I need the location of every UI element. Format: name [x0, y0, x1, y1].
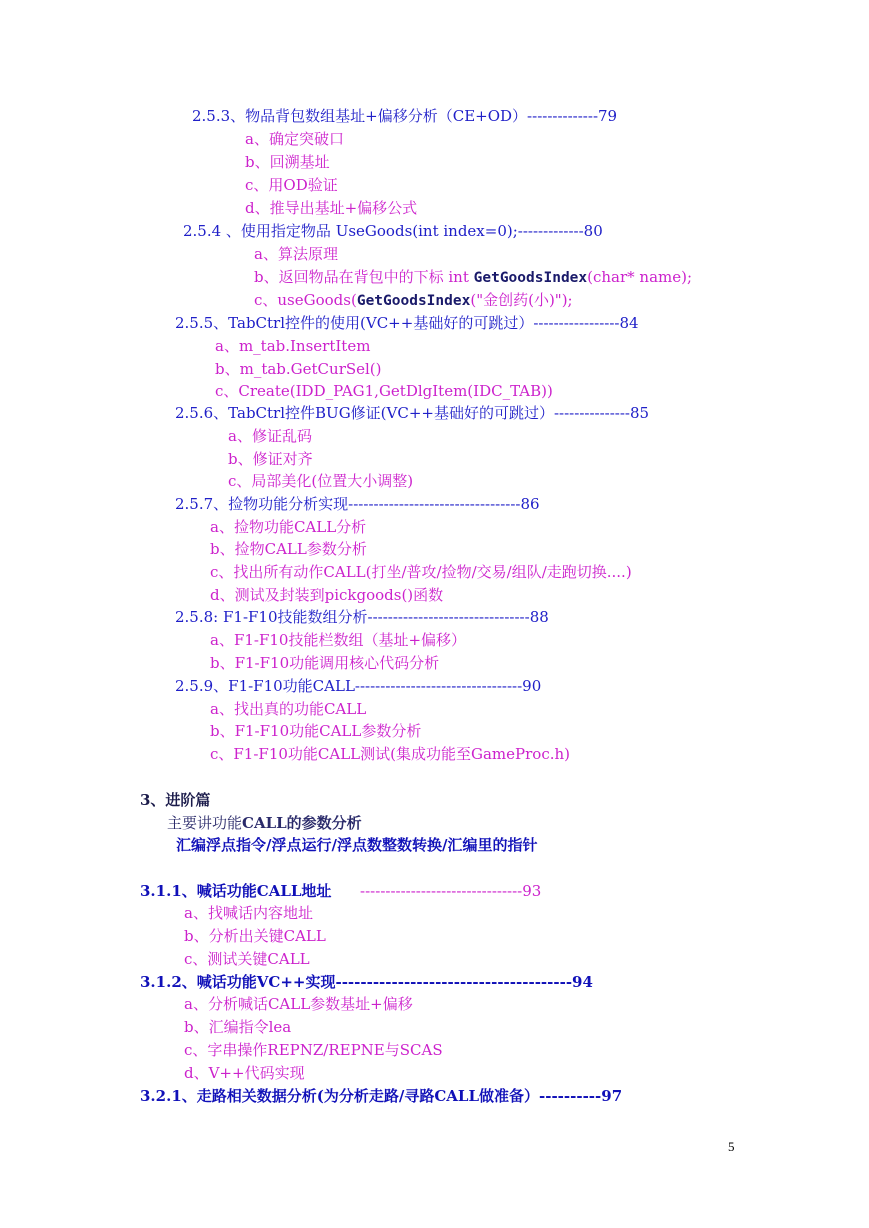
toc-item: b、修证对齐 [228, 450, 313, 468]
toc-item: a、捡物功能CALL分析 [210, 518, 367, 536]
toc-heading-2-5-5[interactable]: 2.5.5、TabCtrl控件的使用(VC++基础好的可跳过）-----------------84 [175, 314, 639, 332]
chapter-subtitle-text: 主要讲功能 [167, 814, 243, 832]
toc-heading-3-1-2[interactable]: 3.1.2、喊话功能VC++实现--------------------------------------94 [140, 973, 593, 991]
toc-item [254, 267, 692, 288]
chapter-title: 3、进阶篇 [140, 791, 211, 809]
toc-item-text: ("金创药(小)"); [470, 291, 573, 309]
toc-item: a、确定突破口 [245, 130, 344, 148]
function-name: GetGoodsIndex [473, 270, 588, 286]
toc-leader: --------------------------------93 [331, 882, 542, 900]
toc-item: c、字串操作REPNZ/REPNE与SCAS [184, 1041, 443, 1059]
toc-heading-2-5-9[interactable]: 2.5.9、F1-F10功能CALL---------------------------------90 [175, 677, 542, 695]
toc-item: a、找喊话内容地址 [184, 904, 313, 922]
toc-heading-3-1-1[interactable] [140, 881, 541, 901]
chapter-subtitle [167, 813, 362, 833]
toc-item: a、m_tab.InsertItem [215, 337, 371, 355]
toc-item: c、找出所有动作CALL(打坐/普攻/捡物/交易/组队/走跑切换....) [210, 563, 632, 581]
toc-item: a、找出真的功能CALL [210, 700, 367, 718]
toc-item: c、用OD验证 [245, 176, 338, 194]
toc-item: b、捡物CALL参数分析 [210, 540, 367, 558]
toc-heading-2-5-4[interactable]: 2.5.4 、使用指定物品 UseGoods(int index=0);-------------80 [183, 222, 603, 240]
toc-item: d、推导出基址+偏移公式 [245, 199, 418, 217]
toc-item: d、V++代码实现 [184, 1064, 305, 1082]
toc-heading-2-5-8[interactable]: 2.5.8: F1-F10技能数组分析--------------------------------88 [175, 608, 549, 626]
toc-heading-2-5-3[interactable]: 2.5.3、物品背包数组基址+偏移分析（CE+OD）--------------79 [192, 107, 618, 125]
toc-heading-text: 3.1.1、喊话功能CALL地址 [140, 882, 332, 900]
toc-item: c、测试关键CALL [184, 950, 310, 968]
toc-item: b、F1-F10功能CALL参数分析 [210, 722, 422, 740]
toc-item: c、F1-F10功能CALL测试(集成功能至GameProc.h) [210, 745, 571, 763]
toc-item: d、测试及封装到pickgoods()函数 [210, 586, 444, 604]
toc-item: a、分析喊话CALL参数基址+偏移 [184, 995, 413, 1013]
chapter-subtitle-bold: CALL的参数分析 [242, 814, 362, 832]
toc-item-text: c、useGoods( [254, 291, 357, 309]
page-number: 5 [728, 1139, 735, 1154]
toc-item: c、Create(IDD_PAG1,GetDlgItem(IDC_TAB)) [215, 382, 553, 400]
toc-item: a、F1-F10技能栏数组（基址+偏移） [210, 631, 467, 649]
toc-item: b、F1-F10功能调用核心代码分析 [210, 654, 440, 672]
toc-item: b、分析出关键CALL [184, 927, 326, 945]
toc-item: b、m_tab.GetCurSel() [215, 360, 382, 378]
toc-item-text: b、返回物品在背包中的下标 int [254, 268, 474, 286]
toc-item-text: (char* name); [587, 268, 693, 286]
chapter-subtitle-2: 汇编浮点指令/浮点运行/浮点数整数转换/汇编里的指针 [176, 836, 538, 854]
toc-item: c、局部美化(位置大小调整) [228, 472, 414, 490]
toc-heading-2-5-7[interactable]: 2.5.7、捡物功能分析实现----------------------------------86 [175, 495, 540, 513]
toc-item: a、算法原理 [254, 245, 338, 263]
toc-item: b、回溯基址 [245, 153, 330, 171]
toc-item: a、修证乱码 [228, 427, 312, 445]
toc-item: b、汇编指令lea [184, 1018, 292, 1036]
toc-heading-2-5-6[interactable]: 2.5.6、TabCtrl控件BUG修证(VC++基础好的可跳过）---------------85 [175, 404, 650, 422]
function-name: GetGoodsIndex [356, 293, 471, 309]
toc-item [254, 290, 573, 311]
toc-heading-3-2-1[interactable]: 3.2.1、走路相关数据分析(为分析走路/寻路CALL做准备）----------97 [140, 1087, 623, 1105]
